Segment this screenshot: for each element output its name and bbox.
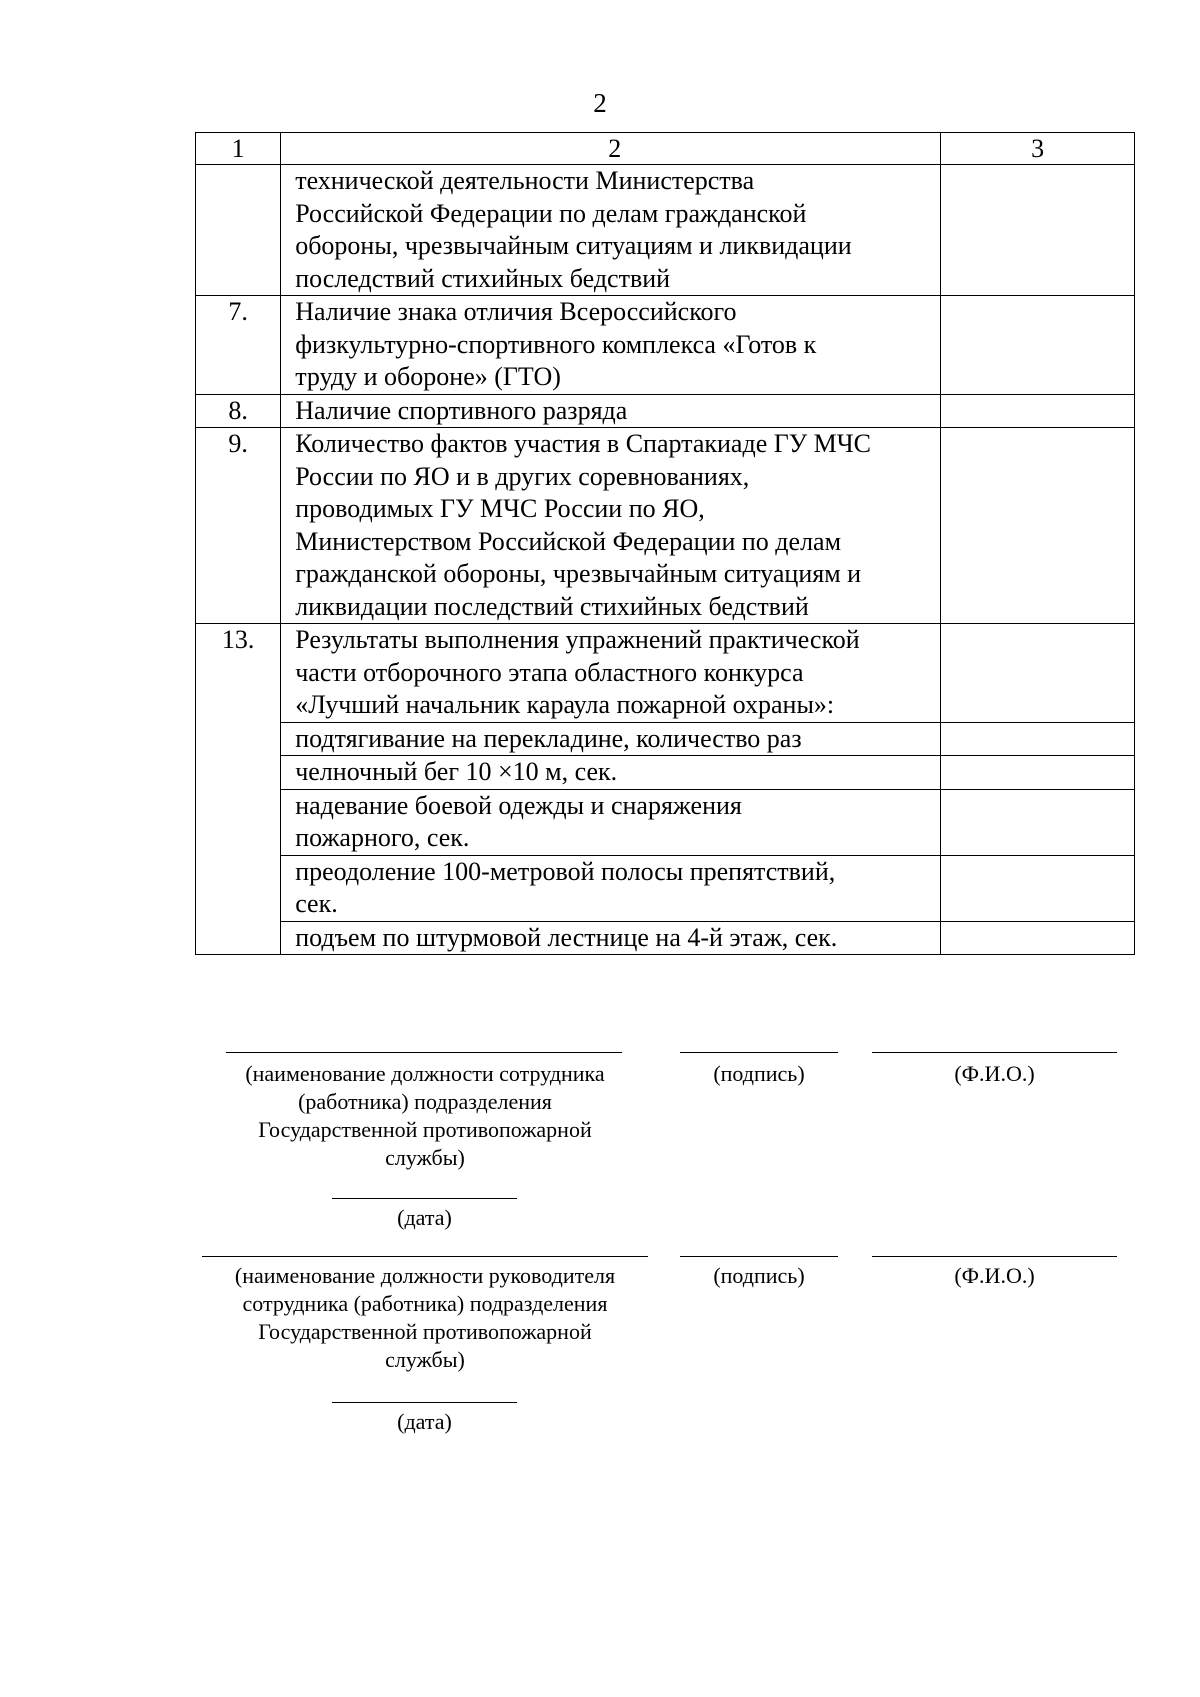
row-text-line: труду и обороне» (ГТО) (295, 362, 561, 391)
row-text-line: Количество фактов участия в Спартакиаде ГУ МЧС (295, 429, 872, 458)
table-row (196, 855, 1135, 921)
row-text-line: технической деятельности Министерства (295, 166, 755, 195)
row-text-line: пожарного, сек. (295, 823, 470, 852)
page-number: 2 (593, 88, 607, 118)
caption-line: (наименование должности сотрудника (245, 1061, 605, 1086)
position-line (226, 1052, 622, 1053)
row-text-line: надевание боевой одежды и снаряжения (295, 790, 742, 820)
header-col-2: 2 (281, 133, 941, 165)
row-number: 7. (196, 296, 281, 395)
position-caption (200, 1262, 650, 1374)
position-caption (210, 1060, 640, 1172)
row-text (281, 165, 941, 296)
table-header-row (196, 133, 1135, 165)
table-row (196, 428, 1135, 624)
row-text (281, 296, 941, 395)
row-text-line: ликвидации последствий стихийных бедствий (295, 591, 809, 621)
table-row (196, 921, 1135, 955)
fio-caption: (Ф.И.О.) (954, 1061, 1035, 1086)
row-text-line: подтягивание на перекладине, количество раз (295, 723, 802, 753)
row-text-line: физкультурно-спортивного комплекса «Готов к (295, 329, 817, 359)
row-text-line: последствий стихийных бедствий (295, 263, 671, 293)
row-value (941, 722, 1135, 756)
row-text-line: обороны, чрезвычайным ситуациям и ликвидации (295, 231, 852, 260)
row-text (281, 789, 941, 855)
row-value (941, 624, 1135, 723)
row-text (281, 624, 941, 723)
row-value (941, 921, 1135, 955)
position-line (202, 1256, 648, 1257)
date-caption: (дата) (397, 1409, 452, 1434)
row-text-line: гражданской обороны, чрезвычайным ситуациям и (295, 559, 862, 588)
row-text-line: подъем по штурмовой лестнице на 4-й этаж, сек. (295, 922, 838, 952)
table-row (196, 296, 1135, 395)
row-text-line: Министерством Российской Федерации по делам (295, 526, 842, 556)
date-line (332, 1198, 517, 1199)
fio-caption: (Ф.И.О.) (954, 1263, 1035, 1288)
date-caption: (дата) (397, 1205, 452, 1230)
signature-caption: (подпись) (713, 1061, 805, 1086)
row-text-line: Наличие спортивного разряда (295, 395, 628, 425)
table-row (196, 624, 1135, 723)
row-number: 9. (196, 428, 281, 624)
signature-line (680, 1052, 838, 1053)
table-row (196, 722, 1135, 756)
caption-line: (наименование должности руководителя (234, 1263, 616, 1288)
caption-line: сотрудника (работника) подразделения (242, 1291, 608, 1316)
caption-line: Государственной противопожарной (258, 1117, 592, 1142)
row-text-line: части отборочного этапа областного конкурса (295, 657, 804, 687)
signature-caption: (подпись) (713, 1263, 805, 1288)
row-text-line: проводимых ГУ МЧС России по ЯО, (295, 494, 705, 523)
row-text-line: Наличие знака отличия Всероссийского (295, 297, 737, 326)
row-text-line: преодоление 100-метровой полосы препятствий, (295, 856, 836, 886)
table-row (196, 394, 1135, 428)
row-text-line: «Лучший начальник караула пожарной охраны»: (295, 690, 835, 719)
table-row (196, 165, 1135, 296)
row-number: 8. (196, 394, 281, 428)
row-text (281, 855, 941, 921)
row-text (281, 394, 941, 428)
row-text (281, 921, 941, 955)
date-line (332, 1402, 517, 1403)
row-number (196, 165, 281, 296)
signature-line (680, 1256, 838, 1257)
row-text-line: сек. (295, 889, 338, 918)
row-value (941, 756, 1135, 790)
caption-line: (работника) подразделения (298, 1089, 552, 1114)
table-row (196, 789, 1135, 855)
criteria-table (195, 132, 1135, 955)
row-text-line: Результаты выполнения упражнений практической (295, 625, 860, 654)
fio-line (872, 1052, 1117, 1053)
row-value (941, 394, 1135, 428)
row-text-line: Российской Федерации по делам гражданской (295, 198, 807, 228)
row-value (941, 855, 1135, 921)
row-text (281, 756, 941, 790)
row-text (281, 722, 941, 756)
row-text-line: России по ЯО и в других соревнованиях, (295, 461, 750, 491)
row-value (941, 789, 1135, 855)
header-col-1: 1 (196, 133, 281, 165)
fio-line (872, 1256, 1117, 1257)
header-col-3: 3 (941, 133, 1135, 165)
row-value (941, 296, 1135, 395)
caption-line: службы) (385, 1347, 465, 1372)
row-number: 13. (196, 624, 281, 955)
caption-line: службы) (385, 1145, 465, 1170)
row-value (941, 165, 1135, 296)
caption-line: Государственной противопожарной (258, 1319, 592, 1344)
row-text (281, 428, 941, 624)
table-row (196, 756, 1135, 790)
row-value (941, 428, 1135, 624)
row-text-line: челночный бег 10 ×10 м, сек. (295, 757, 618, 786)
